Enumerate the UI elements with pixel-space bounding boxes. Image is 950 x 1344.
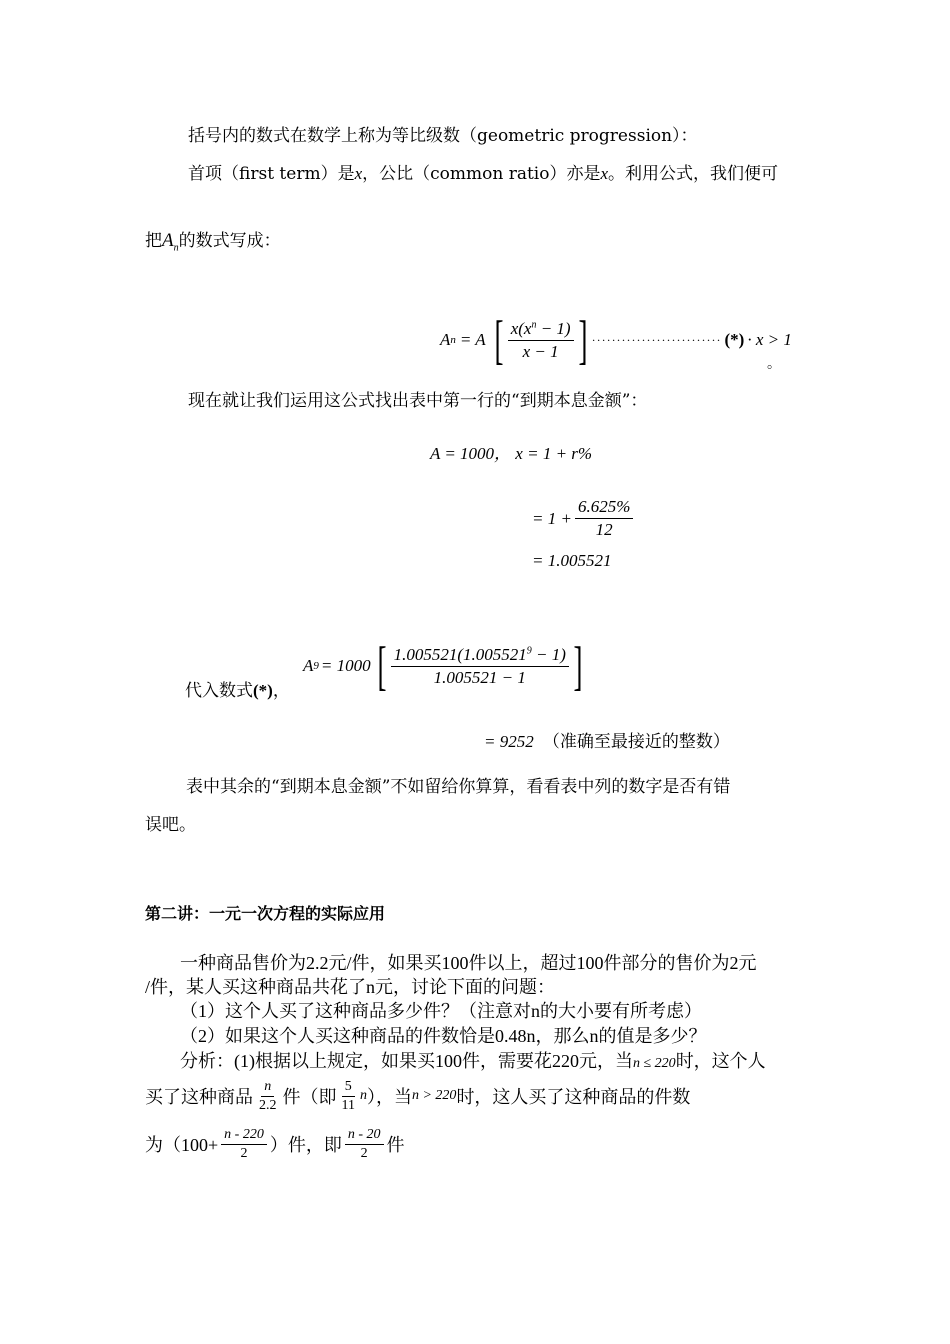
fraction-sup: n: [531, 318, 537, 330]
frac-den: 2: [360, 1145, 368, 1161]
eq-x-expand: [532, 497, 633, 540]
an3-a: 为（100+: [145, 1135, 219, 1155]
result-line: [484, 732, 730, 752]
frac-num: 5: [342, 1079, 355, 1097]
problem-line-1: 一种商品售价为2.2元/件，如果买100件以上，超过100件部分的售价为2元: [180, 953, 757, 973]
fraction-n-22: [256, 1079, 280, 1114]
fraction-num: x(x: [510, 318, 532, 338]
var-n-sub: n: [173, 242, 179, 254]
para1b: 误吧。: [145, 815, 196, 835]
star-label: (*): [724, 330, 745, 349]
sub-label: 代入数式: [185, 681, 253, 701]
formula2-den: 1.005521 − 1: [433, 667, 526, 687]
text-line-2: [188, 165, 778, 183]
an2-b: 件（即: [282, 1087, 337, 1107]
an2-a: 买了这种商品: [145, 1087, 253, 1107]
frac-den: 11: [341, 1097, 355, 1113]
frac-num: n - 220: [221, 1127, 267, 1145]
problem-line-2: /件，某人买这种商品共花了n元，讨论下面的问题：: [145, 977, 555, 997]
var-n: n: [359, 1088, 367, 1103]
formula-an: [440, 312, 792, 368]
formula-eq: = A: [459, 330, 486, 349]
sub-star: (*): [253, 681, 273, 700]
fraction-5-11: [339, 1079, 358, 1114]
formula2-num-end: − 1): [531, 644, 566, 664]
an2-c: ），当: [366, 1087, 412, 1107]
text-line-1: [188, 128, 698, 145]
bracket-left: [: [494, 310, 504, 370]
frac-num: n: [261, 1079, 274, 1097]
eq-frac-den: 12: [595, 520, 613, 539]
analysis-line-2: [145, 1072, 690, 1120]
analysis-cond: n ≤ 220: [633, 1056, 676, 1071]
line2-c: 。利用公式，我们便可: [608, 164, 779, 184]
eq-frac-num: 6.625%: [575, 497, 633, 519]
formula-condition: · x > 1: [747, 330, 792, 349]
analysis-text: 分析：(1)根据以上规定，如果买100件，需要花220元，当: [180, 1051, 633, 1071]
result-value: = 9252: [484, 732, 534, 751]
bracket-left: [: [377, 636, 387, 696]
text-line-4: 现在就让我们运用这公式找出表中第一行的“到期本息金额”：: [188, 391, 648, 411]
var-x: x: [354, 164, 363, 183]
result-note: （准确至最接近的整数）: [542, 732, 730, 752]
analysis-end: 时，这个人: [675, 1051, 766, 1071]
fraction-n-20-2: [345, 1127, 384, 1162]
var-x: x: [600, 164, 609, 183]
formula2-sup: 9: [526, 644, 532, 656]
frac-den: 2: [240, 1145, 248, 1161]
eq-fraction: [575, 497, 633, 540]
fraction-num-end: − 1): [536, 318, 571, 338]
an2-cond: n > 220: [411, 1088, 457, 1103]
line3-b: 的数式写成：: [178, 231, 281, 251]
eq-pre: = 1 +: [532, 508, 572, 528]
formula-lhs: A: [440, 330, 451, 349]
var-A: A: [162, 230, 174, 251]
sub-line: [185, 682, 290, 700]
formula2-eq: = 1000: [320, 656, 371, 675]
line2-b: ，公比（common ratio）亦是: [362, 164, 601, 184]
bracket-right: ]: [578, 310, 588, 370]
line3-a: 把: [145, 231, 162, 251]
line2-a: 首项（first term）是: [188, 164, 355, 184]
question-2: （2）如果这个人买这种商品的件数恰是0.48n，那么n的值是多少？: [180, 1026, 707, 1046]
an2-d: 时，这人买了这种商品的件数: [456, 1087, 691, 1107]
formula2-fraction: [391, 645, 569, 688]
bracket-right: ]: [573, 636, 583, 696]
an3-b: ）件，即: [269, 1135, 342, 1155]
formula2-lhs: A: [303, 656, 314, 675]
formula-end-mark: 。: [767, 356, 781, 372]
analysis-line-1: [180, 1047, 766, 1073]
fraction-den: x − 1: [522, 341, 559, 361]
formula-fraction: [508, 319, 574, 362]
formula-lhs-sub: n: [450, 334, 456, 346]
section-heading: 第二讲：一元一次方程的实际应用: [145, 904, 386, 923]
line1: 括号内的数式在数学上称为等比级数（geometric progression）：: [188, 126, 698, 146]
formula2-lhs-sub: 9: [313, 660, 319, 672]
sub-comma: ，: [272, 681, 290, 701]
fraction-n-220-2: [221, 1127, 267, 1162]
formula-a9: [303, 638, 587, 694]
frac-den: 2.2: [259, 1097, 277, 1113]
para1: 表中其余的“到期本息金额”不如留给你算算，看看表中列的数字是否有错: [186, 777, 731, 797]
formula2-num: 1.005521(1.005521: [393, 644, 527, 664]
question-1: （1）这个人买了这种商品多少件？（注意对n的大小要有所考虑）: [180, 1001, 702, 1021]
frac-num: n - 20: [345, 1127, 384, 1145]
analysis-line-3: [145, 1120, 405, 1168]
eq-x-value: = 1.005521: [532, 551, 612, 570]
eq-a-x: A = 1000， x = 1 + r%: [430, 444, 593, 463]
text-line-3: [145, 231, 281, 253]
an3-c: 件: [386, 1135, 405, 1155]
leader-dots: ··························: [591, 332, 722, 347]
